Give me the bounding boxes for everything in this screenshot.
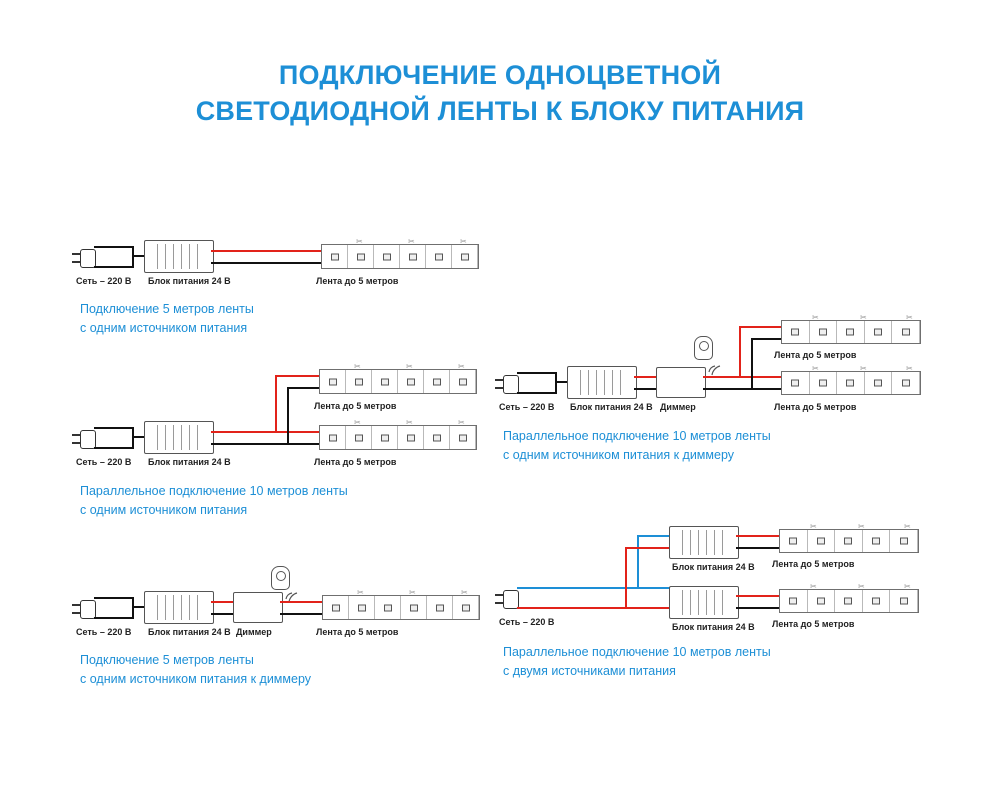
caption-line-1: Параллельное подключение 10 метров ленты [503,645,771,659]
led-strip-lower: ✂ ✂ ✂ [319,425,477,450]
label-psu: Блок питания 24 В [148,276,231,286]
caption-line-2: с одним источником питания к диммеру [503,448,734,463]
wire-neutral-riser [637,535,639,589]
wire-mains-line [517,607,627,609]
power-supply-unit-1 [669,526,739,559]
label-mains: Сеть – 220 В [499,402,555,412]
label-mains: Сеть – 220 В [76,627,132,637]
label-strip-upper: Лента до 5 метров [774,350,857,360]
caption-line-1: Параллельное подключение 10 метров ленты [80,484,348,498]
diagram-5-caption [503,643,771,682]
label-mains: Сеть – 220 В [499,617,555,627]
label-psu-2: Блок питания 24 В [672,622,755,632]
caption-line-2: с одним источником питания к диммеру [80,672,311,687]
label-dimmer: Диммер [236,627,272,637]
caption-line-1: Подключение 5 метров ленты [80,653,254,667]
wire-plus-strip-2 [736,595,780,597]
wire-minus-strip-2 [736,607,780,609]
wire-mains-neutral [517,587,639,589]
label-psu: Блок питания 24 В [148,627,231,637]
led-strip: ✂ ✂ ✂ [322,595,480,620]
label-mains: Сеть – 220 В [76,457,132,467]
caption-line-1: Параллельное подключение 10 метров ленты [503,429,771,443]
led-strip-upper: ✂ ✂ ✂ [779,529,919,553]
label-strip-upper: Лента до 5 метров [772,559,855,569]
title-line-1: ПОДКЛЮЧЕНИЕ ОДНОЦВЕТНОЙ [278,60,722,90]
wire-line-top [625,547,671,549]
led-strip-lower: ✂ ✂ ✂ [779,589,919,613]
power-supply-unit-2 [669,586,739,619]
caption-line-2: с одним источником питания [80,321,248,336]
label-strip: Лента до 5 метров [316,276,399,286]
caption-line-2: с одним источником питания [80,503,248,518]
label-psu-1: Блок питания 24 В [672,562,755,572]
caption-line-1: Подключение 5 метров ленты [80,302,254,316]
label-strip-lower: Лента до 5 метров [314,457,397,467]
caption-line-2: с двумя источниками питания [503,664,676,679]
wire-neutral-top [637,535,671,537]
title-line-2: СВЕТОДИОДНОЙ ЛЕНТЫ К БЛОКУ ПИТАНИЯ [195,95,805,126]
label-mains: Сеть – 220 В [76,276,132,286]
led-strip-upper: ✂ ✂ ✂ [319,369,477,394]
wire-minus-strip-1 [736,547,780,549]
led-strip: ✂ ✂ ✂ [321,244,479,269]
led-strip-lower: ✂ ✂ ✂ [781,371,921,395]
led-strip-upper: ✂ ✂ ✂ [781,320,921,344]
label-strip: Лента до 5 метров [316,627,399,637]
label-dimmer: Диммер [660,402,696,412]
wire-plus-strip-1 [736,535,780,537]
label-strip-lower: Лента до 5 метров [772,619,855,629]
label-strip-upper: Лента до 5 метров [314,401,397,411]
label-psu: Блок питания 24 В [148,457,231,467]
label-strip-lower: Лента до 5 метров [774,402,857,412]
wire-line-riser [625,547,627,609]
label-psu: Блок питания 24 В [570,402,653,412]
